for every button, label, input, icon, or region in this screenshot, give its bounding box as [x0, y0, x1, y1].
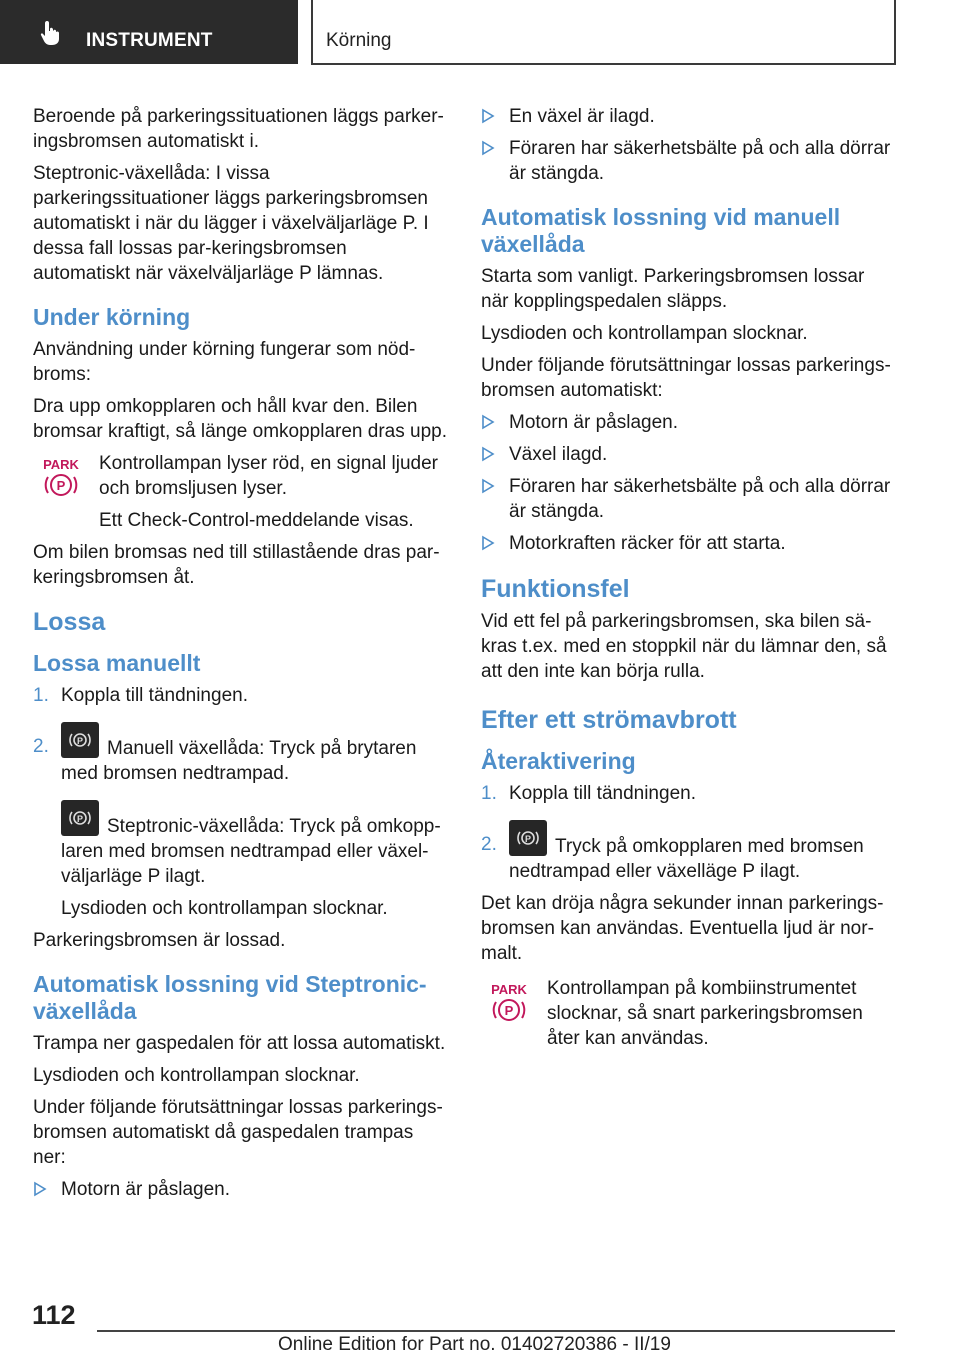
paragraph: Under följande förutsättningar lossas parkerings‐bromsen automatiskt:	[481, 355, 891, 401]
svg-text:P: P	[504, 1003, 514, 1018]
paragraph: Lysdioden och kontrollampan slocknar.	[481, 323, 808, 344]
paragraph: Lysdioden och kontrollampan slocknar.	[61, 898, 388, 919]
pointing-hand-icon	[40, 20, 64, 46]
list-item: 2. P Tryck på omkopplaren med bromsen nedtrampad eller växelläge P ilagt.	[481, 820, 897, 884]
paragraph: Om bilen bromsas ned till stillastående dras par‐keringsbromsen åt.	[33, 542, 440, 588]
chapter-title: INSTRUMENT	[86, 30, 213, 51]
parking-brake-switch-icon	[61, 722, 99, 758]
svg-text:P: P	[56, 478, 66, 493]
steps-list	[481, 781, 897, 884]
paragraph: Dra upp omkopplaren och håll kvar den. Bilen bromsar kraftigt, så länge omkopplaren dras upp.	[33, 396, 447, 442]
list-item: Föraren har säkerhetsbälte på och alla dörrar är stängda.	[481, 474, 897, 524]
paragraph: Kontrollampan på kombiinstrumentet slocknar, så snart parkeringsbromsen åter kan användas.	[547, 978, 863, 1049]
list-item: Motorn är påslagen.	[481, 410, 897, 435]
list-item: 2. P Manuell växellåda: Tryck på brytaren med bromsen nedtrampad.	[33, 722, 449, 786]
parking-brake-switch-icon	[61, 800, 99, 836]
svg-text:P: P	[524, 834, 532, 844]
parking-brake-switch-icon	[509, 820, 547, 856]
heading-lossa: Lossa	[33, 608, 106, 636]
paragraph: Starta som vanligt. Parkeringsbromsen lossar när kopplingspedalen släpps.	[481, 266, 865, 312]
paragraph: Det kan dröja några sekunder innan parkerings‐bromsen kan användas. Eventuella ljud är nor‐malt.	[481, 893, 884, 964]
triangle-bullet-icon	[481, 414, 495, 430]
paragraph: Vid ett fel på parkeringsbromsen, ska bilen sä‐kras t.ex. med en stoppkil när du lämnar den, så att den inte kan börja rulla.	[481, 611, 887, 682]
heading-stromavbrott: Efter ett strömavbrott	[481, 706, 737, 734]
svg-text:PARK: PARK	[491, 982, 527, 997]
left-column	[33, 104, 449, 1209]
triangle-bullet-icon	[481, 535, 495, 551]
heading-auto-steptronic: Automatisk lossning vid Steptronic-växellåda	[33, 971, 427, 1024]
paragraph: Beroende på parkeringssituationen läggs parker‐ingsbromsen automatiskt i.	[33, 106, 444, 152]
footer-divider	[97, 1330, 895, 1332]
svg-text:P: P	[76, 736, 84, 746]
section-header	[311, 0, 896, 65]
svg-text:PARK: PARK	[43, 457, 79, 472]
list-item: 1. Koppla till tändningen.	[33, 685, 248, 706]
heading-funktionsfel: Funktionsfel	[481, 575, 630, 603]
paragraph: Under följande förutsättningar lossas parkerings‐bromsen automatiskt då gaspedalen trampas ner:	[33, 1097, 443, 1168]
list-item: Motorn är påslagen.	[33, 1177, 449, 1202]
heading-ateraktivering: Återaktivering	[481, 748, 636, 774]
list-item: 1. Koppla till tändningen.	[481, 783, 696, 804]
chapter-tab	[0, 0, 298, 64]
paragraph: P Steptronic-växellåda: Tryck på omkopp‐laren med bromsen nedtrampad eller växel‐väljarläge P ilagt.	[33, 800, 449, 889]
list-item: Föraren har säkerhetsbälte på och alla dörrar är stängda.	[481, 136, 897, 186]
conditions-list	[481, 410, 897, 556]
paragraph: Kontrollampan lyser röd, en signal ljuder och bromsljusen lyser.	[99, 453, 439, 499]
park-brake-icon	[41, 455, 81, 499]
steps-list	[33, 683, 449, 786]
paragraph: Parkeringsbromsen är lossad.	[33, 930, 286, 951]
conditions-list	[33, 1177, 449, 1202]
conditions-list	[481, 104, 897, 186]
triangle-bullet-icon	[481, 446, 495, 462]
right-column	[481, 104, 897, 1058]
footer-edition: Online Edition for Part no. 01402720386 - II/19	[278, 1334, 671, 1355]
triangle-bullet-icon	[33, 1181, 47, 1197]
triangle-bullet-icon	[481, 140, 495, 156]
paragraph: Lysdioden och kontrollampan slocknar.	[33, 1065, 360, 1086]
page-number: 112	[32, 1300, 76, 1330]
park-indicator-note	[481, 976, 897, 1051]
section-title: Körning	[326, 30, 392, 51]
paragraph: Trampa ner gaspedalen för att lossa automatiskt.	[33, 1033, 446, 1054]
heading-under-korning: Under körning	[33, 304, 191, 330]
paragraph: Steptronic-växellåda: I vissa parkeringssituationer läggs parkeringsbromsen automatiskt i när du lägger i växelväljarläge P. I dessa fall lossas par‐keringsbromsen automatiskt när växelväljarläge P lämnas.	[33, 163, 429, 284]
heading-lossa-manuellt: Lossa manuellt	[33, 650, 201, 676]
park-indicator-note	[33, 451, 449, 533]
paragraph: Ett Check-Control-meddelande visas.	[99, 510, 414, 531]
svg-text:P: P	[76, 814, 84, 824]
triangle-bullet-icon	[481, 478, 495, 494]
list-item: Motorkraften räcker för att starta.	[481, 531, 897, 556]
list-item: En växel är ilagd.	[481, 104, 897, 129]
triangle-bullet-icon	[481, 108, 495, 124]
park-brake-icon	[489, 980, 529, 1024]
heading-auto-manuell: Automatisk lossning vid manuell växellåda	[481, 204, 841, 257]
paragraph: Användning under körning fungerar som nöd‐broms:	[33, 339, 416, 385]
list-item: Växel ilagd.	[481, 442, 897, 467]
